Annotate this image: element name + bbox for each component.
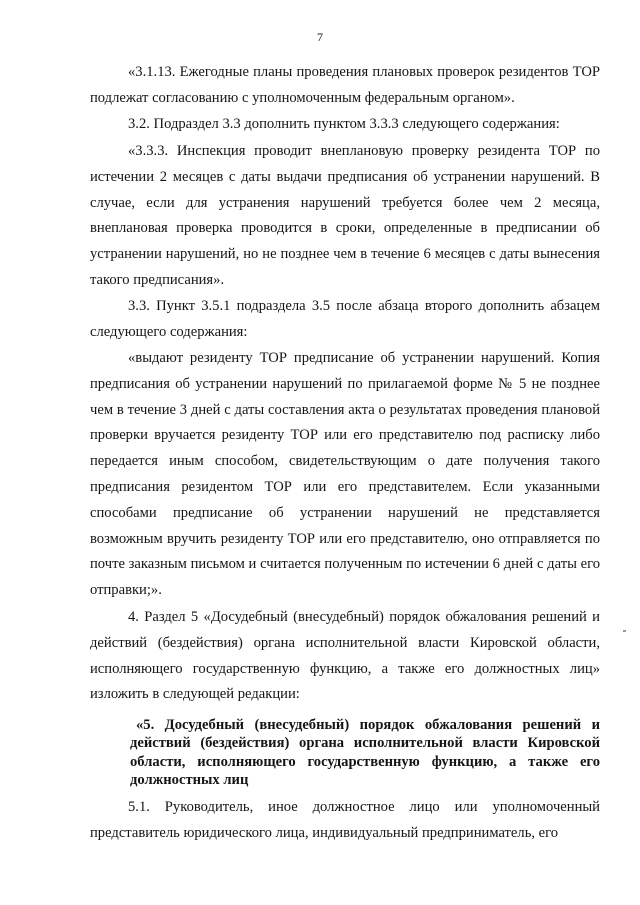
paragraph-3-2: 3.2. Подраздел 3.3 дополнить пунктом 3.3.3 следующего содержания: <box>128 116 560 132</box>
paragraph-3-3: 3.3. Пункт 3.5.1 подраздела 3.5 после абзаца второго дополнить абзацем следующего содержания: <box>90 298 600 340</box>
paragraph-3-1-13: «3.1.13. Ежегодные планы проведения плановых проверок резидентов ТОР подлежат согласованию с уполномоченным федеральным органом». <box>90 64 600 106</box>
page-number: 7 <box>317 30 323 44</box>
paragraph-3-3-3: «3.3.3. Инспекция проводит внеплановую проверку резидента ТОР по истечении 2 месяцев с даты выдачи предписания об устранении нарушений. В случае, если для устранения нарушений требуется более чем 2 месяца, внеплановая проверка проводится в сроки, определенные в предписании об устранении нарушений, но не позднее чем в течение 6 месяцев с даты вынесения такого предписания». <box>90 143 600 288</box>
paragraph-5-1: 5.1. Руководитель, иное должностное лицо или уполномоченный представитель юридического лица, индивидуальный предприниматель, его <box>90 799 600 841</box>
paragraph-4: 4. Раздел 5 «Досудебный (внесудебный) порядок обжалования решений и действий (бездействия) органа исполнительной власти Кировской области, исполняющего государственную функцию, а также его должностных лиц» изложить в следующей редакции: <box>90 609 600 703</box>
paragraph-quote-issue-order: «выдают резиденту ТОР предписание об устранении нарушений. Копия предписания об устранении нарушений по прилагаемой форме № 5 не позднее чем в течение 3 дней с даты составления акта о результатах проведения плановой проверки вручается резиденту ТОР или его представителю под расписку либо передается иным способом, свидетельствующим о дате получения такого предписания резидентом ТОР или его представителем. Если указанными способами предписание об устранении нарушений не представляется возможным вручить резиденту ТОР или его представителю, оно отправляется по почте заказным письмом и считается полученным по истечении 6 дней с даты его отправки;». <box>90 350 600 599</box>
section-5-heading: «5. Досудебный (внесудебный) порядок обжалования решений и действий (бездействия) органа исполнительной власти Кировской области, исполняющего государственную функцию, а также его должностных лиц <box>130 717 600 788</box>
scan-speck <box>623 630 626 632</box>
